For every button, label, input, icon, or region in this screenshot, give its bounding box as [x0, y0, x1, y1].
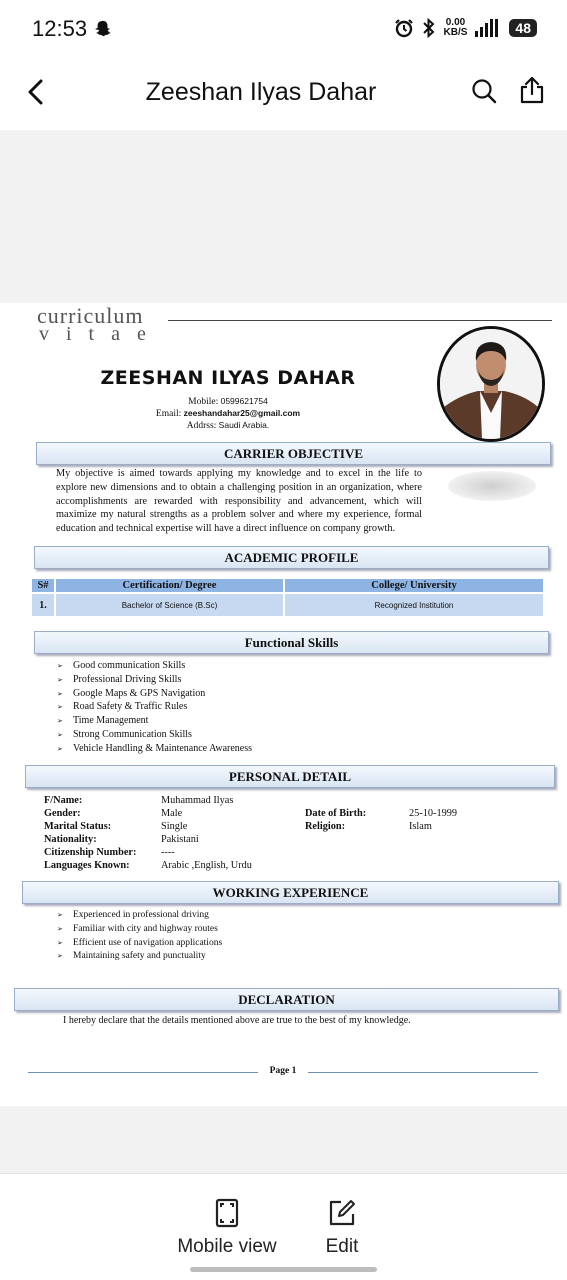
document-title: Zeeshan Ilyas Dahar: [145, 78, 377, 106]
home-indicator[interactable]: [190, 1267, 377, 1272]
app-bar: [0, 60, 567, 130]
status-time: 12:53: [32, 16, 88, 41]
section-heading-skills: Functional Skills: [34, 631, 549, 654]
alarm-icon: [394, 18, 414, 38]
search-icon[interactable]: [471, 78, 497, 104]
table-header: College/ University: [285, 579, 543, 592]
personal-labels: F/Name: Gender: Marital Status: Nationality: Citizenship Number: Languages Known:: [44, 795, 137, 871]
table-header: S#: [32, 579, 54, 592]
bluetooth-icon: [422, 18, 436, 38]
table-cell: Recognized Institution: [285, 594, 543, 616]
list-item: ➢ Efficient use of navigation applications: [57, 937, 223, 948]
personal-values-right: 25-10-1999 Islam: [409, 808, 458, 832]
list-item: ➢ Road Safety & Traffic Rules: [57, 701, 188, 713]
experience-list: [57, 909, 222, 964]
mobile-view-button[interactable]: [172, 1198, 282, 1258]
objective-text: My objective is aimed towards applying my knowledge and to excel in the life to explore new dimensions and to obtain a challenging position in an organization, where accomplishments are rewarded with responsibility and advancement, which will maximize my natural strengths as a problem solver and where my experience, formal education and technical expertise will have a direct influence on company growth.: [56, 468, 422, 535]
cv-name: ZEESHAN ILYAS DAHAR: [100, 367, 356, 389]
list-item: ➢ Google Maps & GPS Navigation: [57, 687, 206, 699]
list-item: ➢ Maintaining safety and punctuality: [57, 951, 206, 962]
table-header: Certification/ Degree: [56, 579, 283, 592]
list-item: ➢ Strong Communication Skills: [57, 728, 192, 740]
list-item: ➢ Experienced in professional driving: [57, 910, 209, 920]
snapchat-icon: [94, 20, 112, 38]
page-number: Page 1: [269, 1066, 297, 1076]
header-rule: [168, 320, 552, 321]
contact-mobile: Mobile: 0599621754: [188, 396, 268, 407]
section-heading-declaration: DECLARATION: [14, 988, 559, 1011]
section-heading-objective: CARRIER OBJECTIVE: [36, 442, 551, 465]
table-cell: 1.: [32, 594, 54, 616]
declaration-text: I hereby declare that the details mentioned above are true to the best of my knowledge.: [63, 1015, 411, 1026]
list-item: ➢ Professional Driving Skills: [57, 673, 182, 685]
network-speed: 0.00 KB/S: [443, 17, 468, 38]
mobile-view-label: Mobile view: [177, 1236, 277, 1257]
section-heading-academic: ACADEMIC PROFILE: [34, 546, 549, 569]
status-indicators: [394, 18, 537, 38]
mobile-view-icon: [212, 1198, 242, 1228]
edit-label: Edit: [325, 1236, 359, 1257]
signal-icon: [475, 19, 501, 37]
list-item: ➢ Familiar with city and highway routes: [57, 923, 218, 934]
personal-values: Muhammad Ilyas Male Single Pakistani ---- Arabic ,English, Urdu: [161, 795, 252, 871]
document-page: [0, 303, 567, 1106]
academic-table: [30, 577, 545, 618]
bottom-toolbar: [0, 1173, 567, 1280]
table-row: [32, 594, 543, 616]
skills-list: [57, 659, 252, 756]
photo-shadow: [448, 471, 536, 501]
personal-labels-right: Date of Birth: Religion:: [305, 808, 367, 832]
page-footer: [28, 1066, 538, 1078]
section-heading-personal: PERSONAL DETAIL: [25, 765, 555, 788]
list-item: ➢ Vehicle Handling & Maintenance Awareness: [57, 742, 253, 754]
cv-logo: curriculum vitae: [37, 303, 163, 345]
edit-button[interactable]: [318, 1198, 366, 1258]
edit-icon: [327, 1198, 357, 1228]
list-item: ➢ Time Management: [57, 715, 149, 727]
contact-address: Addrss: Saudi Arabia.: [186, 420, 270, 431]
share-icon[interactable]: [519, 76, 545, 104]
battery-indicator: 48: [509, 19, 537, 37]
section-heading-experience: WORKING EXPERIENCE: [22, 881, 559, 904]
status-bar: [0, 0, 567, 60]
contact-email: Email: zeeshandahar25@gmail.com: [155, 408, 301, 419]
table-cell: Bachelor of Science (B.Sc): [56, 594, 283, 616]
list-item: ➢ Good communication Skills: [57, 660, 186, 671]
